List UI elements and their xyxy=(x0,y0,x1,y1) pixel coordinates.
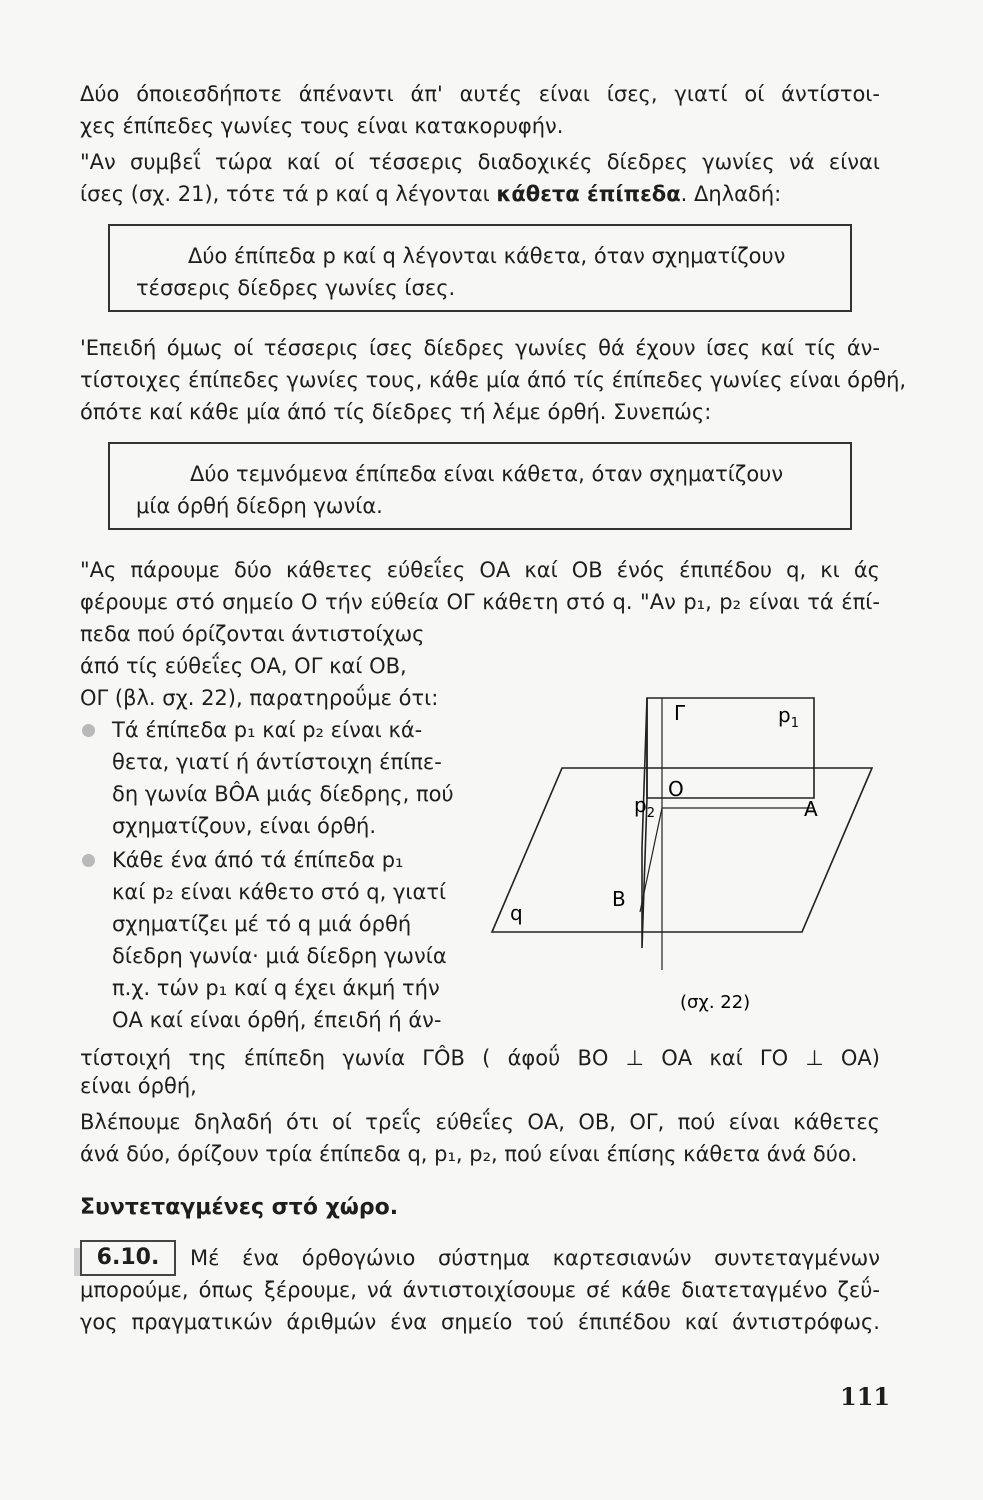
definition2-line2: μία όρθή δίεδρη γωνία. xyxy=(136,494,383,518)
paragraph4-line5: ΟΓ (βλ. σχ. 22), παρατηροΰμε ότι: xyxy=(80,686,439,710)
label-p1: $p_1$ xyxy=(778,703,799,731)
plane-p2 xyxy=(642,698,647,948)
label-gamma: Γ xyxy=(674,701,686,725)
bullet1-line2: θετα, γιατί ή άντίστοιχη έπίπε- xyxy=(112,750,442,774)
paragraph4-line2: φέρουμε στό σημείο Ο τήν εύθεία ΟΓ κάθετη στό q. "Αν p₁, p₂ είναι τά έπί- xyxy=(80,590,880,614)
term-perpendicular-planes: κάθετα έπίπεδα xyxy=(496,182,681,206)
bullet1-line4: σχηματίζουν, είναι όρθή. xyxy=(112,814,377,838)
page-number: 111 xyxy=(840,1382,891,1411)
paragraph3-line1: 'Επειδή όμως οί τέσσερις ίσες δίεδρες γωνίες θά έχουν ίσες καί τίς άν- xyxy=(80,336,880,360)
label-q: q xyxy=(510,901,523,925)
bullet1-line3: δη γωνία ΒÔΑ μιάς δίεδρης, πού xyxy=(112,782,454,806)
bullet2-line5: π.χ. τών p₁ καί q έχει άκμή τήν xyxy=(112,976,440,1000)
definition1-line2: τέσσερις δίεδρες γωνίες ίσες. xyxy=(136,276,456,300)
figure-caption: (σχ. 22) xyxy=(680,992,751,1013)
paragraph2-line2 xyxy=(80,180,781,208)
paragraph5-line1: τίστοιχή της έπίπεδη γωνία ΓÔΒ ( άφοΰ ΒΟ ⊥ ΟΑ καί ΓΟ ⊥ ΟΑ) xyxy=(80,1046,880,1070)
bullet2-line6: ΟΑ καί είναι όρθή, έπειδή ή άν- xyxy=(112,1008,442,1032)
label-b: B xyxy=(612,887,626,911)
paragraph4-line1: "Ας πάρουμε δύο κάθετες εύθεΐες ΟΑ καί ΟΒ ένός έπιπέδου q, κι άς xyxy=(80,558,880,582)
paragraph7-line3: γος πραγματικών άριθμών ένα σημείο τού έπιπέδου καί άντιστρόφως. xyxy=(80,1310,880,1334)
paragraph1-line2: χες έπίπεδες γωνίες τους είναι κατακορυφήν. xyxy=(80,114,564,138)
bullet2-line4: δίεδρη γωνία· μιά δίεδρη γωνία xyxy=(112,944,447,968)
paragraph6-line2: άνά δύο, όρίζουν τρία έπίπεδα q, p₁, p₂, πού είναι έπίσης κάθετα άνά δύο. xyxy=(80,1142,858,1166)
paragraph3-line2: τίστοιχες έπίπεδες γωνίες τους, κάθε μία άπό τίς έπίπεδες γωνίες είναι όρθή, xyxy=(80,368,907,392)
bullet-dot-1 xyxy=(82,724,95,737)
bullet2-line1: Κάθε ένα άπό τά έπίπεδα p₁ xyxy=(112,848,404,872)
figure-22 xyxy=(462,680,902,1020)
paragraph4-line4: άπό τίς εύθεΐες ΟΑ, ΟΓ καί ΟΒ, xyxy=(80,654,407,678)
paragraph7-line1: Μέ ένα όρθογώνιο σύστημα καρτεσιανών συντεταγμένων xyxy=(190,1246,880,1270)
paragraph5-line2: είναι όρθή, xyxy=(80,1074,197,1098)
paragraph2-line1: "Αν συμβεΐ τώρα καί οί τέσσερις διαδοχικές δίεδρες γωνίες νά είναι xyxy=(80,150,880,174)
bullet2-line2: καί p₂ είναι κάθετο στό q, γιατί xyxy=(112,880,447,904)
label-p2: $p_2$ xyxy=(634,793,655,821)
paragraph2-text: ίσες (σχ. 21), τότε τά p καί q λέγονται xyxy=(80,182,490,206)
section-number: 6.10. xyxy=(80,1240,176,1276)
bullet-dot-2 xyxy=(82,854,95,867)
bullet1-line1: Τά έπίπεδα p₁ καί p₂ είναι κά- xyxy=(112,718,423,742)
label-o: O xyxy=(668,777,684,801)
bullet2-line3: σχηματίζει μέ τό q μιά όρθή xyxy=(112,912,412,936)
definition1-line1: Δύο έπίπεδα p καί q λέγονται κάθετα, όταν σχηματίζουν xyxy=(188,244,786,268)
paragraph2-end: . Δηλαδή: xyxy=(680,182,782,206)
paragraph4-line3: πεδα πού όρίζονται άντιστοίχως xyxy=(80,622,425,646)
paragraph1-line1: Δύο όποιεσδήποτε άπέναντι άπ' αυτές είναι ίσες, γιατί οί άντίστοι- xyxy=(80,82,880,106)
section-heading: Συντεταγμένες στό χώρο. xyxy=(80,1195,399,1220)
paragraph7-line2: μπορούμε, όπως ξέρουμε, νά άντιστοιχίσουμε σέ κάθε διατεταγμένο ζεΰ- xyxy=(80,1278,880,1302)
label-a: A xyxy=(804,797,818,821)
definition2-line1: Δύο τεμνόμενα έπίπεδα είναι κάθετα, όταν σχηματίζουν xyxy=(190,462,784,486)
paragraph6-line1: Βλέπουμε δηλαδή ότι οί τρεΐς εύθεΐες ΟΑ, ΟΒ, ΟΓ, πού είναι κάθετες xyxy=(80,1110,880,1134)
paragraph3-line3: όπότε καί κάθε μία άπό τίς δίεδρες τή λέμε όρθή. Συνεπώς: xyxy=(80,400,712,424)
